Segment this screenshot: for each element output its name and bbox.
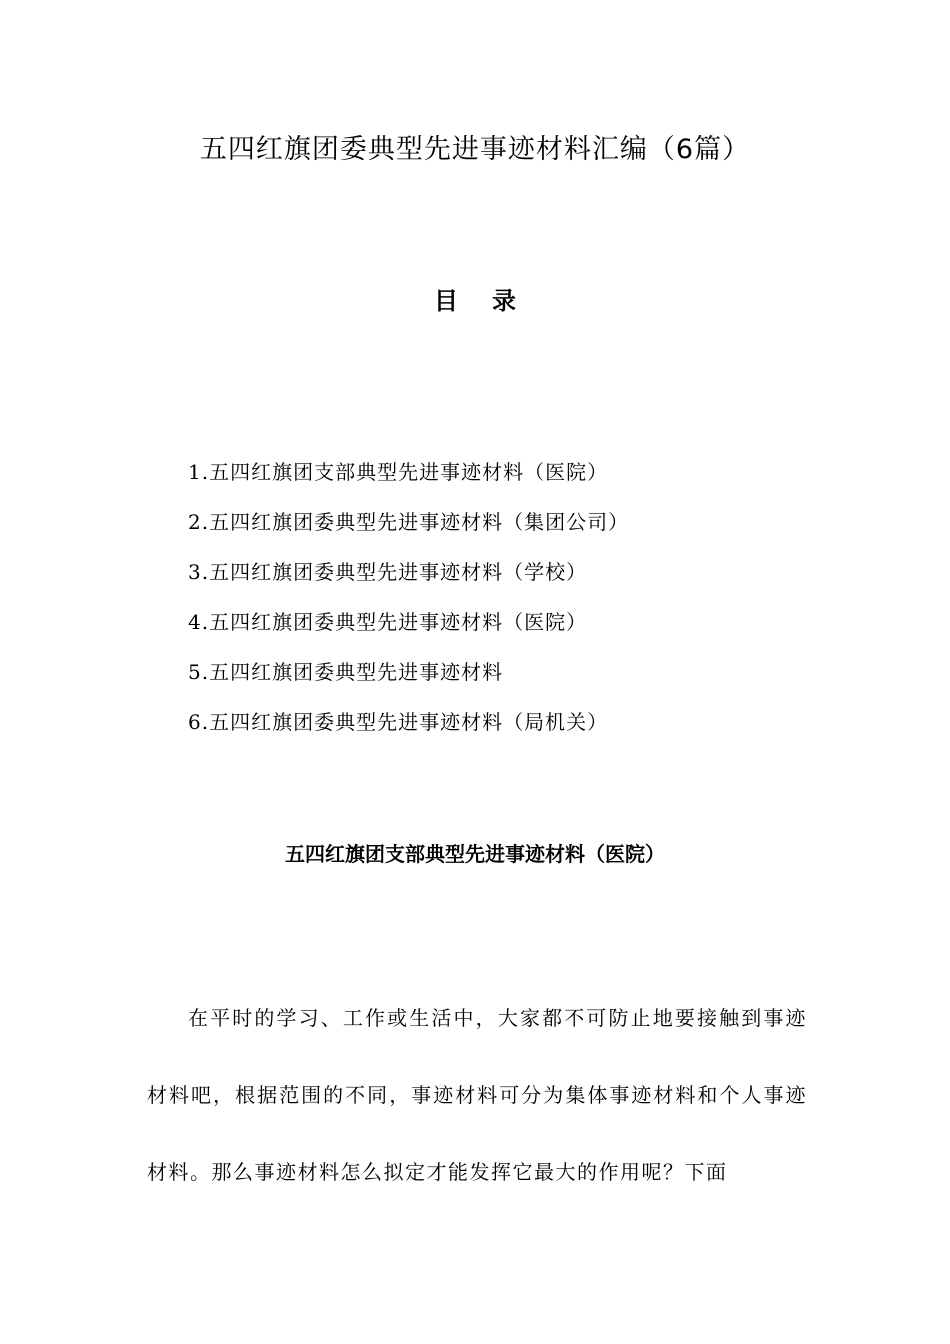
body-paragraph: 在平时的学习、工作或生活中，大家都不可防止地要接触到事迹材料吧，根据范围的不同，事迹材料可分为集体事迹材料和个人事迹材料。那么事迹材料怎么拟定才能发挥它最大的作用呢？下面 <box>147 1006 807 1184</box>
toc-item: 2.五四红旗团委典型先进事迹材料（集团公司） <box>188 510 630 534</box>
toc-heading-char-2: 录 <box>492 287 516 315</box>
document-title: 五四红旗团委典型先进事迹材料汇编（6篇） <box>199 134 751 165</box>
toc-item: 6.五四红旗团委典型先进事迹材料（局机关） <box>188 710 609 734</box>
toc-item: 1.五四红旗团支部典型先进事迹材料（医院） <box>188 460 609 484</box>
section-title: 五四红旗团支部典型先进事迹材料（医院） <box>285 842 665 866</box>
toc-item: 4.五四红旗团委典型先进事迹材料（医院） <box>188 610 588 634</box>
table-of-contents <box>188 452 629 752</box>
toc-item: 5.五四红旗团委典型先进事迹材料 <box>188 660 504 684</box>
toc-heading <box>0 283 950 319</box>
toc-heading-char-1: 目 <box>434 287 458 315</box>
toc-item: 3.五四红旗团委典型先进事迹材料（学校） <box>188 560 588 584</box>
